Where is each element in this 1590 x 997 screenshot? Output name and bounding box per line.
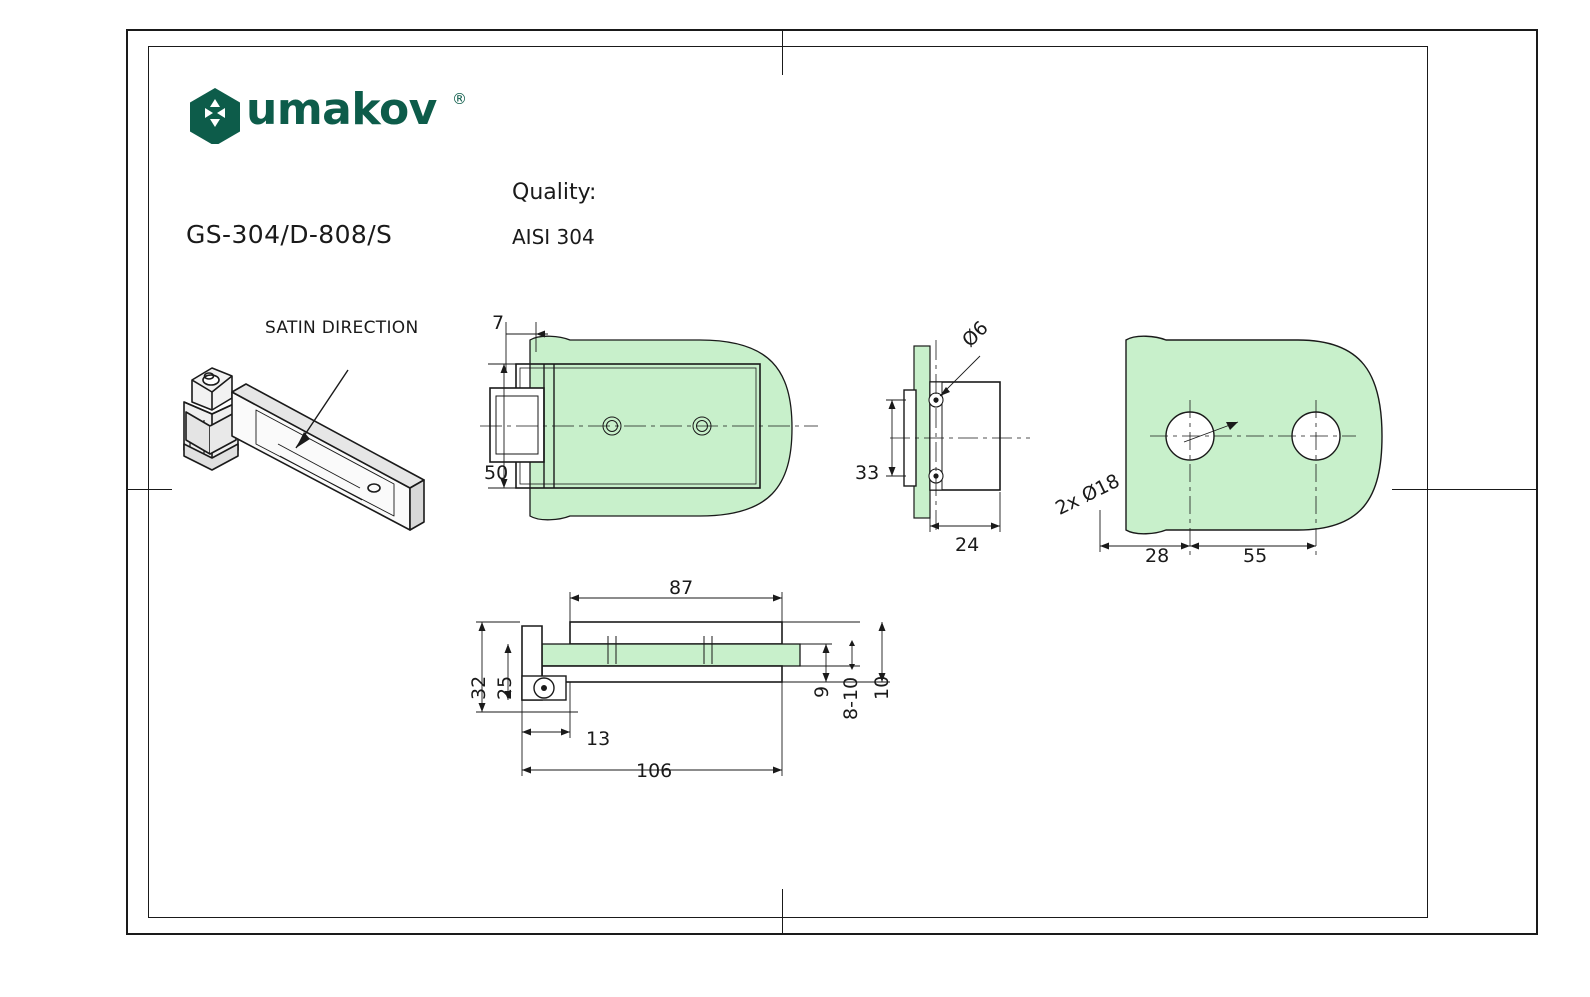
dim-diameter-6-label: Ø6 <box>958 316 993 352</box>
center-mark-top <box>782 29 783 75</box>
dim-33-label: 33 <box>855 462 880 484</box>
front-view <box>470 300 830 590</box>
umakov-hexagon-icon <box>186 86 244 144</box>
dim-106-label: 106 <box>636 760 673 782</box>
dim-8-10-label: 8-10 <box>840 676 862 720</box>
brand-name: umakov <box>246 84 437 135</box>
quality-label: Quality: <box>512 180 597 205</box>
center-mark-bottom <box>782 889 783 935</box>
back-plate-view <box>1090 320 1390 580</box>
dim-28-label: 28 <box>1145 545 1170 567</box>
center-mark-left <box>126 489 172 490</box>
dim-10-label: 10 <box>871 675 893 700</box>
brand-logo <box>186 86 486 148</box>
satin-direction-note: SATIN DIRECTION <box>265 318 419 338</box>
dim-9-label: 9 <box>811 685 833 698</box>
isometric-view <box>170 340 440 580</box>
quality-value: AISI 304 <box>512 225 595 249</box>
dim-13-label: 13 <box>586 728 611 750</box>
dim-25-label: 25 <box>494 675 516 700</box>
registered-trademark-icon: ® <box>452 90 467 108</box>
dim-50-label: 50 <box>484 462 509 484</box>
dim-32-label: 32 <box>468 675 490 700</box>
dim-55-label: 55 <box>1243 545 1268 567</box>
center-mark-right <box>1392 489 1538 490</box>
dim-7-label: 7 <box>492 312 505 334</box>
dim-2x-d18-label: 2x Ø18 <box>1052 469 1124 520</box>
dim-24-label: 24 <box>955 534 980 556</box>
product-code: GS-304/D-808/S <box>186 220 393 249</box>
dim-87-label: 87 <box>669 577 694 599</box>
